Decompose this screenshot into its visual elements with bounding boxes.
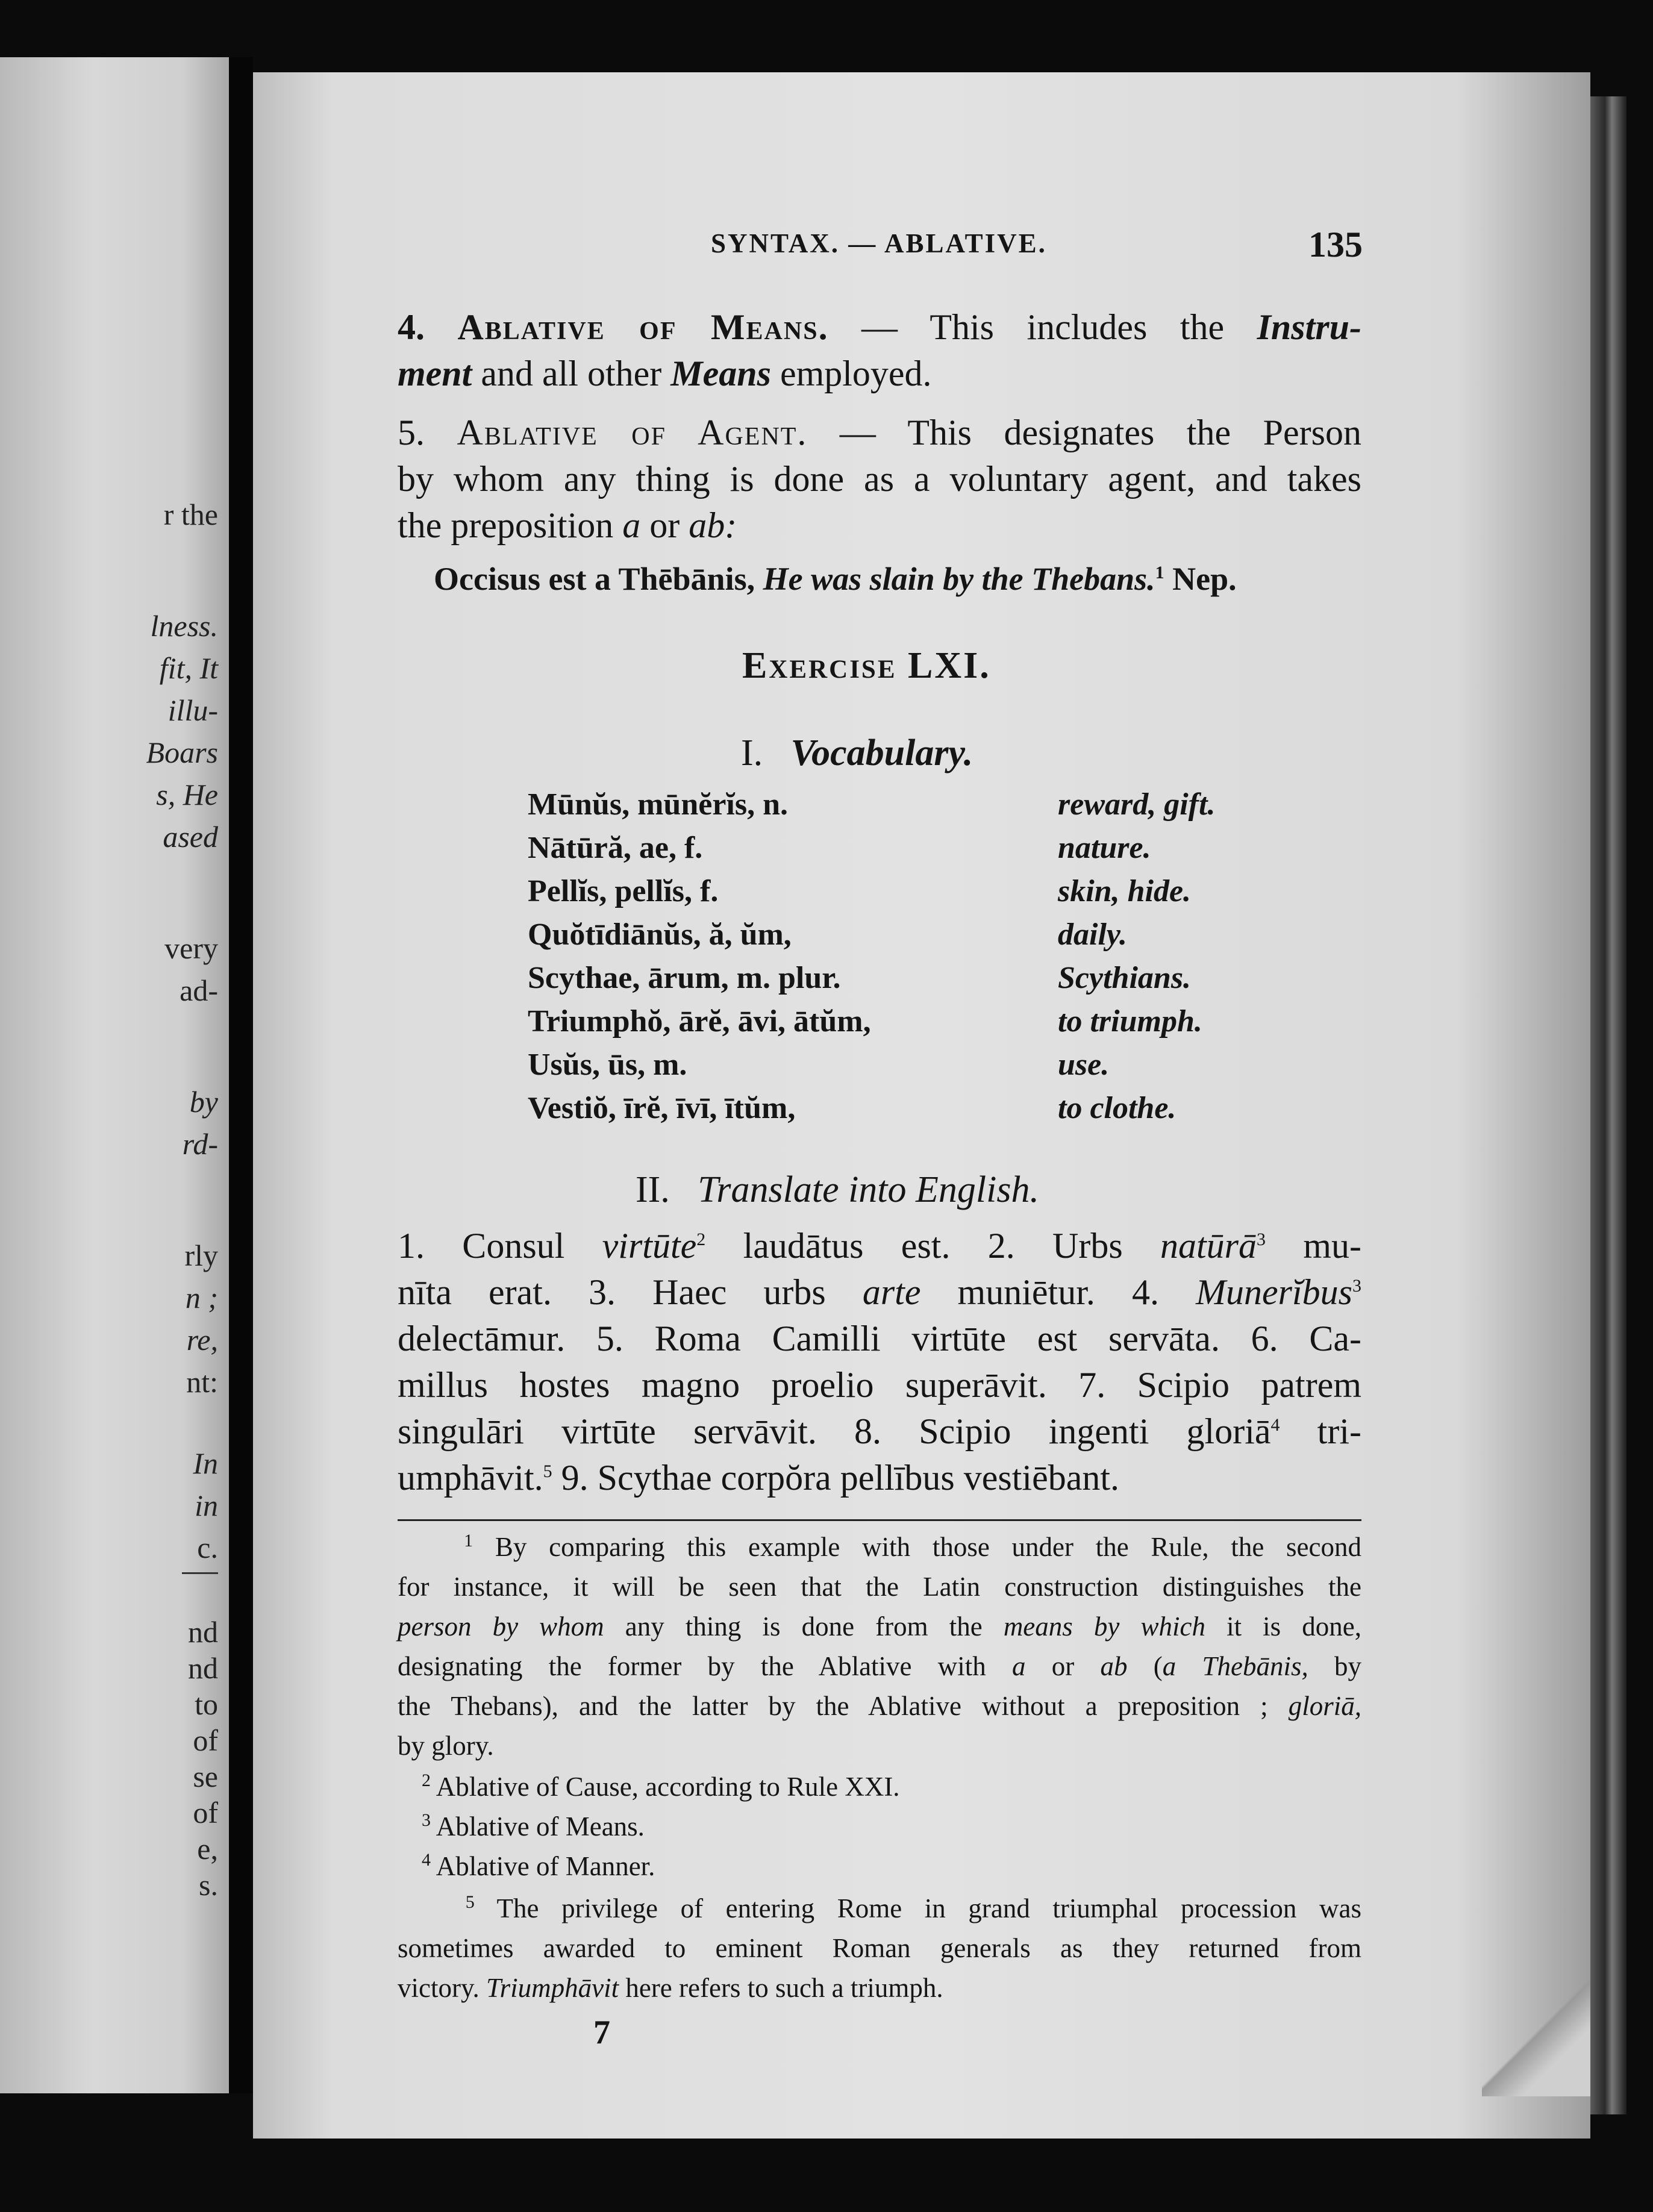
section-text: or [640, 505, 689, 545]
sentence-text: mu- [1266, 1226, 1361, 1266]
section-text: employed. [770, 354, 932, 393]
example-english: He was slain by the Thebans. [763, 561, 1155, 597]
vocabulary-english: nature. [1058, 831, 1151, 865]
footnote-emphasis: a [1012, 1651, 1026, 1681]
previous-page-fragment: In [193, 1446, 218, 1480]
preposition: ab: [689, 505, 737, 545]
footnote-number: 3 [422, 1810, 431, 1830]
footnote-text: victory. [398, 1973, 487, 2003]
footnote-5 [398, 1889, 1361, 2008]
footnote-ref: 5 [543, 1461, 552, 1481]
footnote-ref: 3 [1257, 1229, 1266, 1249]
vocabulary-latin: Quŏtīdiānŭs, ă, ŭm, [528, 917, 792, 952]
section-heading: Ablative of Means. [457, 307, 829, 347]
previous-page-fragment: Boars [146, 736, 218, 769]
footnote-emphasis: ab [1100, 1651, 1128, 1681]
section-numeral: II. [636, 1169, 670, 1210]
previous-page-fragment: lness. [150, 609, 218, 643]
sentence-line: delectāmur. 5. Roma Camilli virtūte est servāta. 6. Ca- [398, 1319, 1361, 1358]
previous-page-edge [0, 57, 229, 2093]
vocabulary-english: to triumph. [1058, 1004, 1202, 1039]
previous-page-fragment: s, He [156, 778, 218, 811]
footnote-text: any thing is done from the [604, 1611, 1004, 1642]
section-number: 4. [398, 307, 425, 347]
previous-page-fragment: r the [163, 498, 218, 531]
footnote-number: 1 [464, 1531, 473, 1551]
vocabulary-english: daily. [1058, 917, 1128, 952]
translation-sentences [398, 1223, 1361, 1501]
vocabulary-row [528, 830, 1311, 873]
preposition: a [622, 505, 641, 545]
footnote-text: Ablative of Means. [431, 1811, 645, 1842]
previous-page-fragment: nt: [186, 1365, 218, 1399]
signature-mark: 7 [593, 2014, 610, 2051]
footnote-text: or [1025, 1651, 1101, 1681]
sentence-text: laudātus est. 2. Urbs [705, 1226, 1161, 1266]
previous-page-fragment: of [193, 1796, 218, 1829]
previous-page-fragment: se [193, 1760, 218, 1793]
heading-text: Vocabulary. [790, 733, 973, 773]
sentence-emphasis: virtūte [602, 1226, 697, 1266]
footnote-3 [422, 1807, 1386, 1846]
vocabulary-english: reward, gift. [1058, 787, 1216, 822]
sentence-line [398, 1269, 1361, 1316]
emphasis-term: ment [398, 354, 472, 393]
footnote-line [398, 1686, 1361, 1726]
vocabulary-row [528, 960, 1311, 1004]
footnote-number: 2 [422, 1770, 431, 1790]
footnote-text: Ablative of Cause, according to Rule XXI. [431, 1772, 900, 1802]
footnote-emphasis: means by which [1003, 1611, 1205, 1642]
previous-page-fragment: rly [184, 1239, 218, 1272]
previous-page-fragment: e, [197, 1832, 218, 1866]
vocabulary-english: use. [1058, 1048, 1110, 1082]
previous-page-fragment: illu- [167, 693, 218, 727]
footnote-line [422, 1767, 1386, 1807]
previous-page-fragment: very [164, 931, 218, 965]
section-text: — This includes the [828, 307, 1257, 347]
section-ablative-of-means [398, 304, 1361, 397]
section-numeral: I. [741, 733, 763, 773]
footnote-2 [422, 1767, 1386, 1807]
previous-page-fragment: ased [163, 820, 218, 854]
vocabulary-row [528, 873, 1311, 917]
vocabulary-latin: Pellĭs, pellĭs, f. [528, 874, 719, 908]
footnote-text: By comparing this example with those under the Rule, the second [473, 1532, 1362, 1562]
section-number: 5. [398, 413, 425, 452]
page-corner-fold [1482, 1976, 1590, 2096]
previous-page-fragment: rd- [182, 1127, 218, 1161]
section-text: — This designates the Person [807, 413, 1361, 452]
footnote-ref: 2 [696, 1229, 706, 1249]
footnote-number: 4 [422, 1850, 431, 1870]
footnote-ref: 4 [1270, 1415, 1280, 1435]
sentence-text: 9. Scythae corpŏra pellībus vestiēbant. [552, 1458, 1120, 1498]
previous-page-fragment: to [195, 1687, 218, 1721]
footnote-line: sometimes awarded to eminent Roman generals as they returned from [398, 1933, 1361, 1963]
emphasis-term: Means [670, 354, 771, 393]
footnote-line [398, 1646, 1361, 1686]
previous-page-fragment: nd [188, 1615, 218, 1649]
vocabulary-heading [741, 732, 973, 775]
footnote-line [398, 1607, 1361, 1646]
previous-page-fragment: in [195, 1489, 218, 1522]
footnote-emphasis: gloriā, [1288, 1691, 1361, 1721]
example-latin: Occisus est a Thēbānis, [434, 561, 763, 597]
footnote-line [422, 1807, 1386, 1846]
sentence-line [398, 1408, 1361, 1455]
footnote-line [398, 1527, 1361, 1567]
sentence-line [398, 1223, 1361, 1269]
footnote-emphasis: Triumphāvit [486, 1973, 619, 2003]
example-source: Nep. [1164, 561, 1237, 597]
footnote-emphasis: a Thebānis, [1162, 1651, 1308, 1681]
previous-page-fragment: nd [188, 1651, 218, 1685]
running-header: SYNTAX. — ABLATIVE. [711, 228, 1047, 258]
section-text: and all other [472, 354, 671, 393]
previous-page-fragment: by [189, 1085, 218, 1119]
section-4-line-2 [398, 351, 1361, 397]
section-5-line-1 [398, 410, 1361, 456]
footnote-ref: 1 [1155, 563, 1164, 583]
vocabulary-row [528, 1004, 1311, 1047]
sentence-line: millus hostes magno proelio superāvit. 7. Scipio patrem [398, 1365, 1361, 1405]
vocabulary-latin: Vestiŏ, īrĕ, īvī, ītŭm, [528, 1091, 796, 1125]
vocabulary-english: skin, hide. [1058, 874, 1192, 908]
heading-text: Translate into English. [698, 1169, 1039, 1210]
previous-page-fragment: of [193, 1723, 218, 1757]
section-ablative-of-agent [398, 410, 1361, 549]
footnote-number: 5 [465, 1892, 475, 1912]
vocabulary-latin: Usŭs, ūs, m. [528, 1048, 687, 1082]
sentence-emphasis: natūrā [1160, 1226, 1257, 1266]
footnote-divider [398, 1519, 1361, 1521]
sentence-text: muniētur. 4. [920, 1272, 1196, 1312]
footnote-text: The privilege of entering Rome in grand triumphal procession was [474, 1893, 1362, 1923]
vocabulary-latin: Scythae, ārum, m. plur. [528, 961, 841, 995]
footnote-text: it is done, [1205, 1611, 1362, 1642]
footnote-line: for instance, it will be seen that the Latin construction distinguishes the [398, 1572, 1361, 1602]
footnote-text: by [1308, 1651, 1361, 1681]
sentence-emphasis: Munerĭbus [1196, 1272, 1353, 1312]
footnote-line: by glory. [398, 1731, 494, 1761]
footnote-line [398, 1968, 1361, 2008]
translate-heading [636, 1169, 1039, 1211]
footnote-text: here refers to such a triumph. [619, 1973, 943, 2003]
footnote-4 [422, 1846, 1386, 1886]
section-4-line-1 [398, 304, 1361, 351]
previous-page-fragment: s. [199, 1868, 218, 1902]
sentence-text: umphāvit. [398, 1458, 543, 1498]
sentence-text: tri- [1280, 1411, 1361, 1451]
previous-page-rule [182, 1572, 218, 1574]
section-5-line-3 [398, 502, 1361, 549]
page-number: 135 [1308, 225, 1363, 264]
sentence-text: 1. Consul [398, 1226, 602, 1266]
book-gutter [229, 57, 253, 2093]
footnote-line [398, 1889, 1361, 1928]
footnote-emphasis: person by whom [398, 1611, 604, 1642]
footnote-text: the Thebans), and the latter by the Ablative without a preposition ; [398, 1691, 1289, 1721]
sentence-line [398, 1455, 1361, 1501]
example-sentence [434, 560, 1237, 598]
previous-page-fragment: fit, It [159, 651, 218, 685]
footnote-text: Ablative of Manner. [431, 1851, 655, 1881]
footnote-1 [398, 1527, 1361, 1766]
vocabulary-row [528, 917, 1311, 960]
emphasis-term: Instru- [1257, 307, 1362, 347]
footnote-text: ( [1127, 1651, 1163, 1681]
section-5-line-2: by whom any thing is done as a voluntary agent, and takes [398, 459, 1361, 499]
vocabulary-list [528, 787, 1311, 1134]
vocabulary-row [528, 1047, 1311, 1090]
page-edge-stack [1590, 96, 1626, 2114]
vocabulary-english: to clothe. [1058, 1091, 1176, 1125]
vocabulary-row [528, 1090, 1311, 1134]
footnote-text: designating the former by the Ablative with [398, 1651, 1013, 1681]
vocabulary-latin: Triumphŏ, ārĕ, āvi, ātŭm, [528, 1004, 871, 1039]
vocabulary-latin: Mūnŭs, mūnĕrĭs, n. [528, 787, 788, 822]
vocabulary-english: Scythians. [1058, 961, 1192, 995]
sentence-emphasis: arte [862, 1272, 921, 1312]
previous-page-fragment: re, [186, 1323, 218, 1357]
previous-page-fragment: n ; [185, 1281, 218, 1314]
vocabulary-row [528, 787, 1311, 830]
footnote-ref: 3 [1352, 1276, 1362, 1296]
section-text: the preposition [398, 505, 623, 545]
section-heading: Ablative of Agent. [457, 413, 808, 452]
previous-page-fragment: ad- [180, 973, 218, 1007]
vocabulary-latin: Nātūră, ae, f. [528, 831, 703, 865]
previous-page-fragment: c. [197, 1531, 218, 1564]
footnote-line [422, 1846, 1386, 1886]
exercise-title: Exercise LXI. [742, 645, 991, 686]
sentence-text: nīta erat. 3. Haec urbs [398, 1272, 863, 1312]
sentence-text: singulāri virtūte servāvit. 8. Scipio ingenti gloriā [398, 1411, 1271, 1451]
